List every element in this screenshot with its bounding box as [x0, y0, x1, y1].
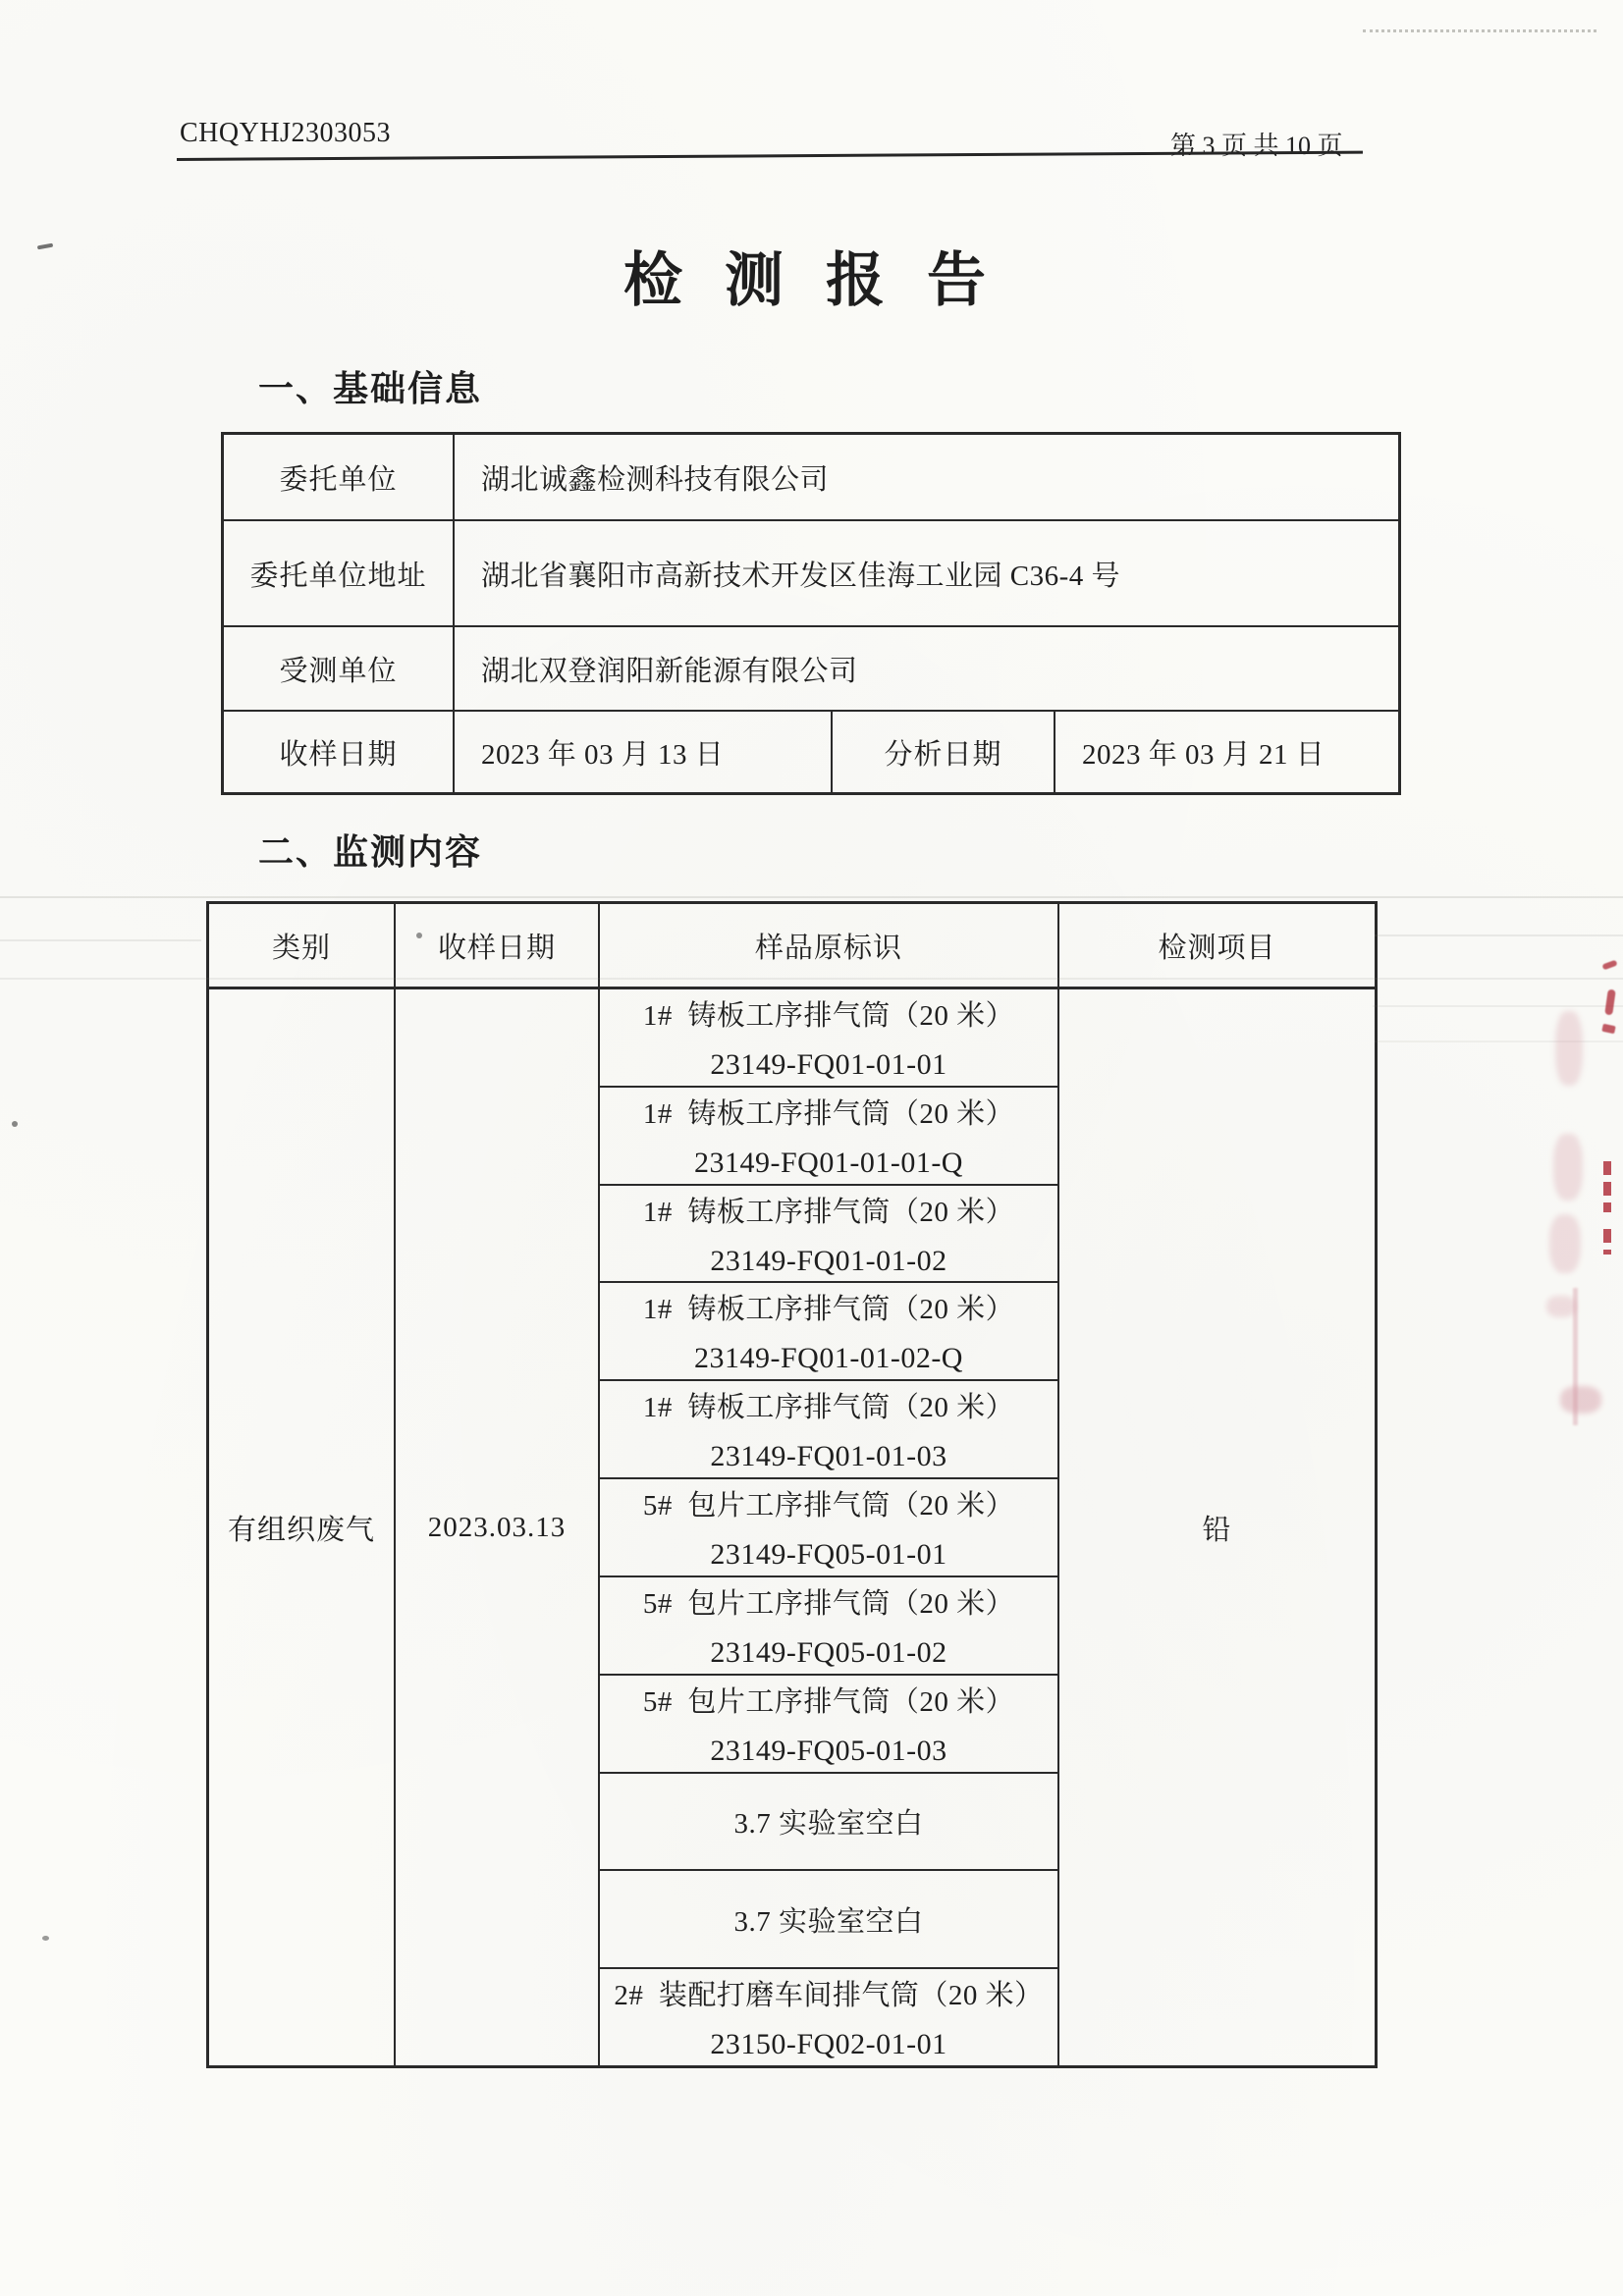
row-label: 分析日期	[833, 712, 1055, 792]
column-header-category: 类别	[209, 904, 396, 987]
scan-artifact-pink-blotch	[1555, 1011, 1583, 1086]
monitoring-table-body	[209, 989, 1375, 2065]
scan-artifact-red-dashes	[1603, 1161, 1611, 1212]
scan-artifact-pink-blotch	[1546, 1296, 1576, 1317]
scan-artifact-streak	[1363, 29, 1596, 32]
table-row	[224, 712, 1398, 792]
scan-artifact-speck	[42, 1936, 49, 1941]
scan-artifact-pink-blotch	[1553, 1134, 1583, 1201]
sample-list	[600, 989, 1059, 2065]
page-title: 检 测 报 告	[623, 248, 1000, 313]
sample-id: 23149-FQ01-01-02-Q	[694, 1342, 963, 1375]
sample-row	[600, 1674, 1057, 1772]
scan-artifact-streak	[0, 896, 1623, 898]
section1-heading: 一、基础信息	[258, 369, 483, 408]
table-row	[224, 627, 1398, 712]
test-item-cell: 铅	[1202, 1514, 1232, 1546]
sample-original-label: 1# 铸板工序排气筒（20 米）	[642, 1294, 1015, 1326]
sample-original-label: 2# 装配打磨车间排气筒（20 米）	[614, 1980, 1044, 2012]
sample-id: 23149-FQ05-01-03	[710, 1734, 947, 1767]
row-label: 受测单位	[224, 627, 455, 710]
sample-original-label: 5# 包片工序排气筒（20 米）	[642, 1489, 1015, 1522]
sample-row	[600, 1379, 1057, 1477]
sample-original-label: 1# 铸板工序排气筒（20 米）	[642, 1097, 1015, 1130]
row-value: 湖北省襄阳市高新技术开发区佳海工业园 C36-4 号	[481, 560, 1121, 592]
sample-id: 23149-FQ05-01-01	[710, 1537, 947, 1571]
category-cell: 有组织废气	[209, 989, 396, 2065]
sample-id: 23149-FQ01-01-01	[710, 1047, 947, 1081]
scan-artifact-streak	[1373, 1005, 1623, 1007]
table-row	[224, 521, 1398, 627]
sample-original-label: 3.7 实验室空白	[733, 1905, 924, 1938]
sample-date-cell: 2023.03.13	[396, 989, 600, 2065]
sample-id: 23150-FQ02-01-01	[710, 2028, 947, 2061]
column-header-sample-date: 收样日期	[396, 904, 600, 987]
scan-artifact-streak	[1375, 934, 1623, 936]
scan-artifact-speck	[12, 1121, 18, 1127]
report-number: CHQYHJ2303053	[180, 118, 391, 148]
sample-row	[600, 1184, 1057, 1282]
scan-artifact-red-mark	[1601, 1024, 1615, 1035]
column-header-test-item: 检测项目	[1158, 932, 1276, 964]
column-header-sample-label: 样品原标识	[600, 904, 1059, 987]
monitoring-table	[206, 901, 1378, 2068]
row-value: 湖北诚鑫检测科技有限公司	[481, 463, 830, 496]
scan-artifact-red-mark	[1604, 989, 1616, 1016]
scan-artifact-streak	[1375, 1041, 1623, 1042]
sample-row	[600, 989, 1057, 1086]
scan-artifact-pink-blotch	[1560, 1386, 1601, 1414]
sample-row	[600, 1869, 1057, 1967]
scan-artifact-red-dashes	[1603, 1229, 1611, 1255]
sample-row	[600, 1772, 1057, 1870]
scan-artifact-pink-streak	[1573, 1288, 1578, 1425]
row-value: 湖北双登润阳新能源有限公司	[481, 655, 858, 687]
sample-row	[600, 1477, 1057, 1575]
sample-id: 23149-FQ05-01-02	[710, 1635, 947, 1669]
sample-id: 23149-FQ01-01-02	[710, 1244, 947, 1277]
row-label: 委托单位地址	[224, 521, 455, 625]
basic-info-table	[221, 432, 1401, 795]
section2-heading: 二、监测内容	[258, 832, 483, 872]
sample-row	[600, 1575, 1057, 1674]
sample-original-label: 5# 包片工序排气筒（20 米）	[642, 1685, 1015, 1718]
page-indicator: 第 3 页 共 10 页	[1170, 132, 1343, 160]
sample-original-label: 1# 铸板工序排气筒（20 米）	[642, 999, 1015, 1032]
sample-original-label: 3.7 实验室空白	[733, 1807, 924, 1840]
row-label: 委托单位	[224, 435, 455, 519]
table-row	[224, 435, 1398, 521]
sample-id: 23149-FQ01-01-01-Q	[694, 1146, 963, 1179]
sample-row	[600, 1967, 1057, 2065]
row-value: 2023 年 03 月 13 日	[455, 712, 833, 792]
scan-artifact-red-mark	[1601, 960, 1617, 971]
row-value: 2023 年 03 月 21 日	[1082, 738, 1325, 771]
sample-row	[600, 1281, 1057, 1379]
scan-artifact-pink-blotch	[1549, 1214, 1581, 1273]
sample-row	[600, 1086, 1057, 1184]
sample-original-label: 1# 铸板工序排气筒（20 米）	[642, 1392, 1015, 1424]
sample-id: 23149-FQ01-01-03	[710, 1440, 947, 1473]
sample-original-label: 1# 铸板工序排气筒（20 米）	[642, 1196, 1015, 1228]
row-label: 收样日期	[224, 712, 455, 792]
sample-original-label: 5# 包片工序排气筒（20 米）	[642, 1587, 1015, 1620]
scan-artifact-streak	[0, 939, 201, 941]
monitoring-table-header	[209, 904, 1375, 989]
